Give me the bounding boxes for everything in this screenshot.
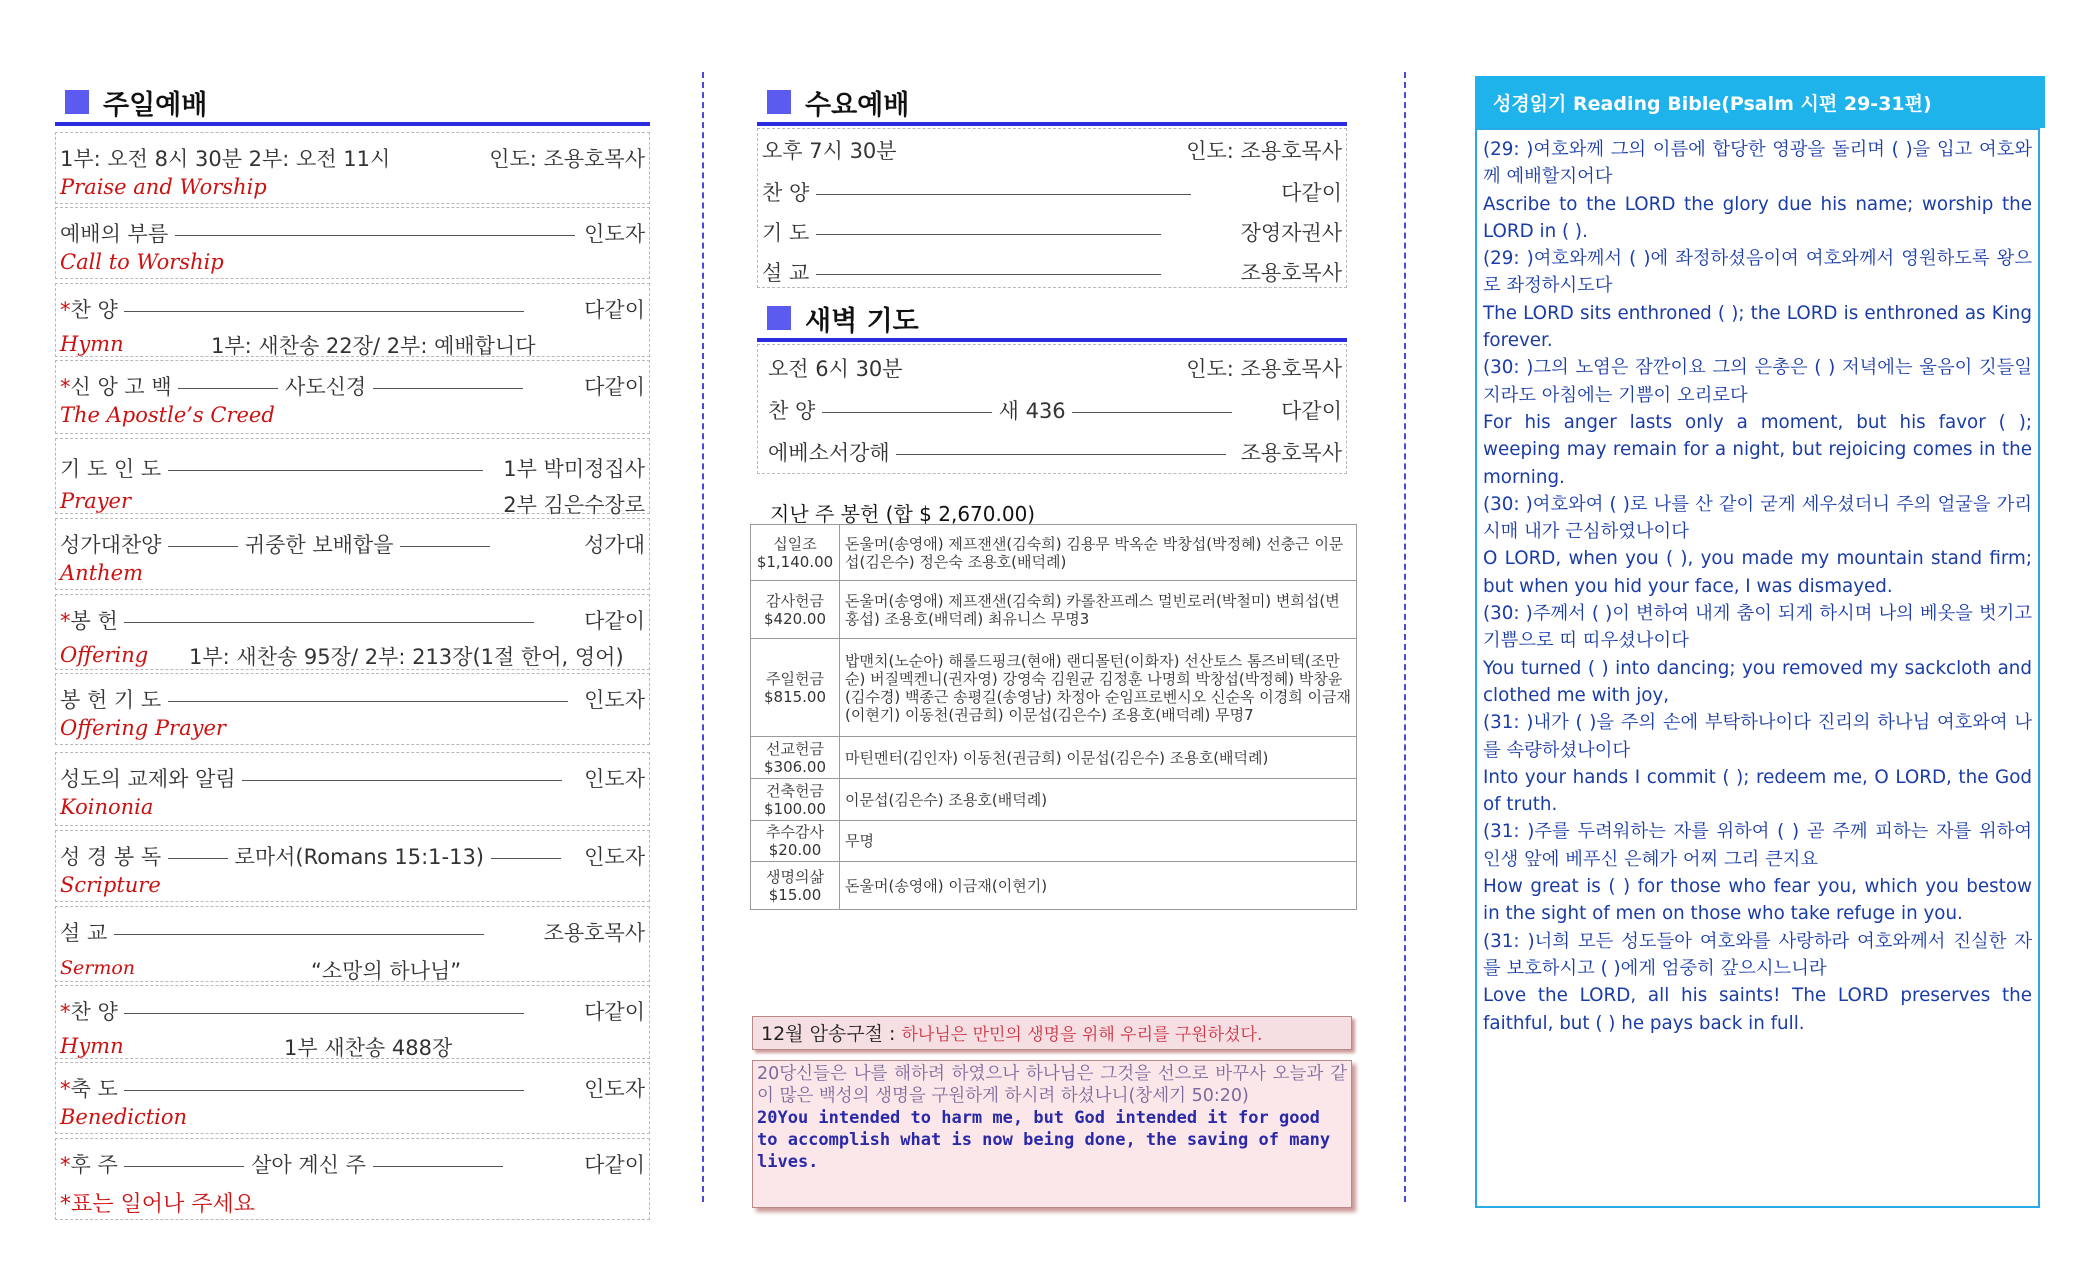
item-detail: 1부: 새찬송 22장/ 2부: 예배합니다 (211, 334, 536, 358)
sunday-service-header (55, 82, 650, 126)
section-square-icon (767, 306, 791, 330)
offering-row (751, 525, 1357, 581)
service-leader: 인도: 조용호목사 (1186, 139, 1342, 163)
service-time: 오후 7시 30분 (762, 139, 897, 163)
item-detail: 1부 새찬송 488장 (284, 1036, 453, 1060)
order-row (55, 594, 650, 670)
item-name: 찬 양 (762, 181, 810, 205)
offering-names: 마틴멘터(김인자) 이동천(권금희) 이문섭(김은수) 조용호(배덕례) (840, 737, 1357, 779)
reading-bible-text (1483, 136, 2032, 1037)
offering-names: 무명 (840, 821, 1357, 862)
offering-type: 주일헌금 (766, 669, 824, 688)
order-row (55, 830, 650, 902)
english-label: Hymn (60, 332, 124, 356)
section-square-icon (65, 90, 89, 114)
item-detail: 사도신경 (285, 375, 367, 399)
order-row (55, 1138, 650, 1220)
english-label: Scripture (60, 873, 161, 897)
order-row (55, 673, 650, 745)
offering-category (751, 862, 840, 910)
item-name: 봉 헌 기 도 (60, 688, 162, 712)
english-label: Koinonia (60, 795, 154, 819)
english-label: Call to Worship (60, 250, 224, 274)
offering-amount: $1,140.00 (756, 552, 834, 571)
reading-verse: (30: )주께서 ( )이 변하여 내게 춤이 되게 하시며 나의 베옷을 벗기고 기쁨으로 띠 띠우셨나이다 (1483, 603, 2032, 652)
service-leader: 인도: 조용호목사 (489, 147, 645, 171)
item-detail: 살아 계신 주 (251, 1153, 366, 1177)
item-right: 다같이 (1281, 181, 1342, 205)
item-right: 장영자권사 (1240, 221, 1342, 245)
offering-amount: $420.00 (763, 609, 827, 628)
section-square-icon (767, 90, 791, 114)
dawn-prayer-order (757, 344, 1347, 474)
item-right: 조용호목사 (543, 921, 645, 945)
item-name: 예배의 부름 (60, 222, 169, 246)
service-times: 1부: 오전 8시 30분 2부: 오전 11시 (60, 147, 391, 171)
item-name: 축 도 (70, 1077, 118, 1101)
item-right: 다같이 (584, 1153, 645, 1177)
english-label: Anthem (60, 561, 143, 585)
english-label: The Apostle’s Creed (60, 403, 275, 427)
offering-type: 선교헌금 (766, 739, 824, 758)
reading-verse: (31: )너희 모든 성도들아 여호와를 사랑하라 여호와께서 진실한 자를 보호하시고 ( )에게 엄중히 갚으시느니라 (1483, 930, 2032, 979)
order-row (55, 1062, 650, 1134)
reading-verse: (31: )내가 ( )을 주의 손에 부탁하나이다 진리의 하나님 여호와여 나를 속량하셨나이다 (1483, 712, 2032, 761)
item-right: 인도자 (584, 688, 645, 712)
reading-verse: (30: )그의 노염은 잠깐이요 그의 은총은 ( ) 저녁에는 울음이 깃들일지라도 아침에는 기쁨이 오리로다 (1483, 357, 2032, 406)
item-name: 기 도 인 도 (60, 457, 162, 481)
offering-amount: $815.00 (763, 687, 827, 706)
reading-verse: You turned ( ) into dancing; you removed my sackcloth and clothed me with joy, (1483, 657, 2032, 706)
offering-row (751, 581, 1357, 639)
offering-names: 돈울머(송영애) 이금재(이현기) (840, 862, 1357, 910)
item-right: 인도자 (584, 222, 645, 246)
english-label: Praise and Worship (60, 175, 267, 199)
standing-note: *표는 일어나 주세요 (60, 1192, 256, 1217)
reading-verse: (31: )주를 두려워하는 자를 위하여 ( ) 곧 주께 피하는 자를 위하여 인생 앞에 베푸신 은혜가 어찌 그리 큰지요 (1483, 821, 2032, 870)
reading-verse: Into your hands I commit ( ); redeem me, O LORD, the God of truth. (1483, 766, 2032, 816)
sunday-service-title: 주일예배 (103, 89, 208, 121)
item-name: 성가대찬양 (60, 533, 162, 557)
reading-verse: How great is ( ) for those who fear you, which you bestow in the sight of men on those who take refuge in you. (1483, 876, 2032, 925)
offering-category (751, 737, 840, 779)
offering-amount: $306.00 (763, 757, 827, 776)
reading-verse: (30: )여호와여 ( )로 나를 산 같이 굳게 세우셨더니 주의 얼굴을 가리시매 내가 근심하였나이다 (1483, 493, 2032, 543)
item-right: 다같이 (584, 1000, 645, 1024)
english-label: Offering Prayer (60, 716, 226, 740)
item-right: 인도자 (584, 767, 645, 791)
offering-table (750, 524, 1357, 910)
item-name: 후 주 (70, 1153, 118, 1177)
item-name: 찬 양 (768, 399, 816, 423)
standing-mark: * (60, 375, 71, 399)
offering-row (751, 862, 1357, 910)
column-divider (702, 72, 704, 1202)
item-name: 찬 양 (70, 1000, 118, 1024)
order-row (55, 360, 650, 434)
memory-verse-body (752, 1060, 1352, 1208)
reading-verse: Ascribe to the LORD the glory due his name; worship the LORD in ( ). (1483, 193, 2032, 242)
item-name: 설 교 (60, 921, 108, 945)
sermon-title: “소망의 하나님” (311, 959, 462, 983)
offering-names: 이문섭(김은수) 조용호(배덕례) (840, 779, 1357, 821)
english-label: Offering (60, 643, 149, 667)
item-right: 인도자 (584, 1077, 645, 1101)
offering-category (751, 581, 840, 639)
service-time: 오전 6시 30분 (768, 357, 903, 381)
reading-verse: For his anger lasts only a moment, but his favor ( ); weeping may remain for a night, but rejoicing comes in the morning. (1483, 411, 2032, 488)
offering-names: 돈울머(송영애) 제프잰샌(김숙희) 김용무 박옥순 박창섭(박정혜) 선충근 이문섭(김은수) 정은숙 조용호(배덕례) (840, 525, 1357, 581)
english-label: Benediction (60, 1105, 188, 1129)
offering-row (751, 821, 1357, 862)
order-row (55, 283, 650, 357)
order-row (55, 906, 650, 982)
item-right: 조용호목사 (1240, 441, 1342, 465)
item-detail: 1부: 새찬송 95장/ 2부: 213장(1절 한어, 영어) (189, 645, 624, 669)
english-label: Sermon (60, 957, 136, 979)
item-right: 인도자 (584, 845, 645, 869)
item-detail: 새 436 (998, 399, 1066, 423)
item-name: 성도의 교제와 알림 (60, 767, 236, 791)
offering-category (751, 639, 840, 737)
dawn-prayer-header (757, 298, 1347, 342)
item-right: 다같이 (584, 609, 645, 633)
item-right: 조용호목사 (1240, 261, 1342, 285)
offering-amount: $100.00 (763, 799, 827, 818)
item-detail: 로마서(Romans 15:1-13) (234, 845, 484, 869)
offering-row (751, 737, 1357, 779)
item-name: 기 도 (762, 221, 810, 245)
offering-type: 감사헌금 (766, 591, 824, 610)
item-right: 성가대 (584, 533, 645, 557)
offering-type: 추수감사 (766, 823, 824, 841)
item-right: 다같이 (1281, 399, 1342, 423)
standing-mark: * (60, 298, 71, 322)
reading-verse: O LORD, when you ( ), you made my mountain stand firm; but when you hid your face, I was dismayed. (1483, 548, 2032, 597)
memory-verse-header (752, 1016, 1352, 1050)
order-row (55, 207, 650, 279)
reading-bible-header (1475, 76, 2045, 128)
english-label: Hymn (60, 1034, 124, 1058)
offering-category (751, 525, 840, 581)
dawn-prayer-title: 새벽 기도 (805, 305, 919, 337)
offering-title: 지난 주 봉헌 (합 $ 2,670.00) (770, 502, 1036, 526)
offering-names: 밥맨치(노순아) 해롤드핑크(현애) 랜디몰턴(이화자) 선산토스 톰즈비텍(조만순) 버질멕켄니(권자영) 강영숙 김원균 김정훈 나명희 박창섭(박정혜) 박창윤(김수경) 백종근 송평길(송영남) 차정아 순임프로벤시오 신순옥 이경희 이금재(이현기) 이동천(권금희) 이문섭(김은수) 조용호(배덕례) 무명7 (840, 639, 1357, 737)
item-name: 에베소서강해 (768, 441, 890, 465)
offering-category (751, 821, 840, 862)
offering-type: 십일조 (773, 534, 817, 553)
reading-bible-box (1475, 128, 2040, 1208)
item-right: 다같이 (584, 298, 645, 322)
order-row (55, 518, 650, 590)
offering-amount: $15.00 (768, 885, 822, 904)
reading-verse: The LORD sits enthroned ( ); the LORD is enthroned as King forever. (1483, 302, 2032, 352)
offering-names: 돈울머(송영애) 제프잰샌(김숙희) 카롤찬프레스 멀빈로러(박철미) 변희섭(변홍섭) 조용호(배덕례) 최유니스 무명3 (840, 581, 1357, 639)
item-name: 신 앙 고 백 (70, 375, 172, 399)
memory-verse-english: 20You intended to harm me, but God intended it for good to accomplish what is now being done, the saving of many lives. (757, 1108, 1331, 1172)
column-divider (1404, 72, 1406, 1202)
reading-verse: (29: )여호와께서 ( )에 좌정하셨음이여 여호와께서 영원하도록 왕으로 좌정하시도다 (1483, 248, 2032, 297)
item-detail: 2부 김은수장로 (503, 493, 645, 517)
reading-verse: Love the LORD, all his saints! The LORD preserves the faithful, but ( ) he pays back in full. (1483, 985, 2032, 1034)
offering-category (751, 779, 840, 821)
wednesday-service-title: 수요예배 (805, 89, 910, 121)
item-name: 봉 헌 (70, 609, 118, 633)
item-name: 성 경 봉 독 (60, 845, 162, 869)
standing-mark: * (60, 1077, 71, 1101)
standing-mark: * (60, 1153, 71, 1177)
standing-mark: * (60, 609, 71, 633)
item-name: 찬 양 (70, 298, 118, 322)
offering-type: 생명의삶 (766, 867, 824, 886)
offering-amount: $20.00 (768, 841, 822, 859)
english-label: Prayer (60, 489, 132, 513)
item-right: 다같이 (584, 375, 645, 399)
offering-type: 건축헌금 (766, 781, 824, 800)
item-right: 1부 박미정집사 (503, 457, 645, 481)
memory-verse-korean: 20당신들은 나를 해하려 하였으나 하나님은 그것을 선으로 바꾸사 오늘과 같이 많은 백성의 생명을 구원하게 하시려 하셨나니(창세기 50:20) (757, 1064, 1347, 1106)
order-row (55, 438, 650, 517)
offering-row (751, 779, 1357, 821)
order-row (55, 752, 650, 826)
reading-verse: (29: )여호와께 그의 이름에 합당한 영광을 돌리며 ( )을 입고 여호와께 예배할지어다 (1483, 139, 2032, 188)
item-detail: 귀중한 보배합을 (244, 533, 394, 557)
memory-theme: 하나님은 만민의 생명을 위해 우리를 구원하셨다. (901, 1025, 1263, 1045)
reading-bible-title: 성경읽기 Reading Bible(Psalm 시편 29-31편) (1493, 92, 1932, 115)
order-row (55, 132, 650, 204)
item-name: 설 교 (762, 261, 810, 285)
wednesday-service-header (757, 82, 1347, 126)
offering-row (751, 639, 1357, 737)
memory-label: 12월 암송구절 : (761, 1023, 896, 1045)
standing-mark: * (60, 1000, 71, 1024)
service-leader: 인도: 조용호목사 (1186, 357, 1342, 381)
order-row (55, 985, 650, 1059)
wednesday-service-order (757, 128, 1347, 288)
